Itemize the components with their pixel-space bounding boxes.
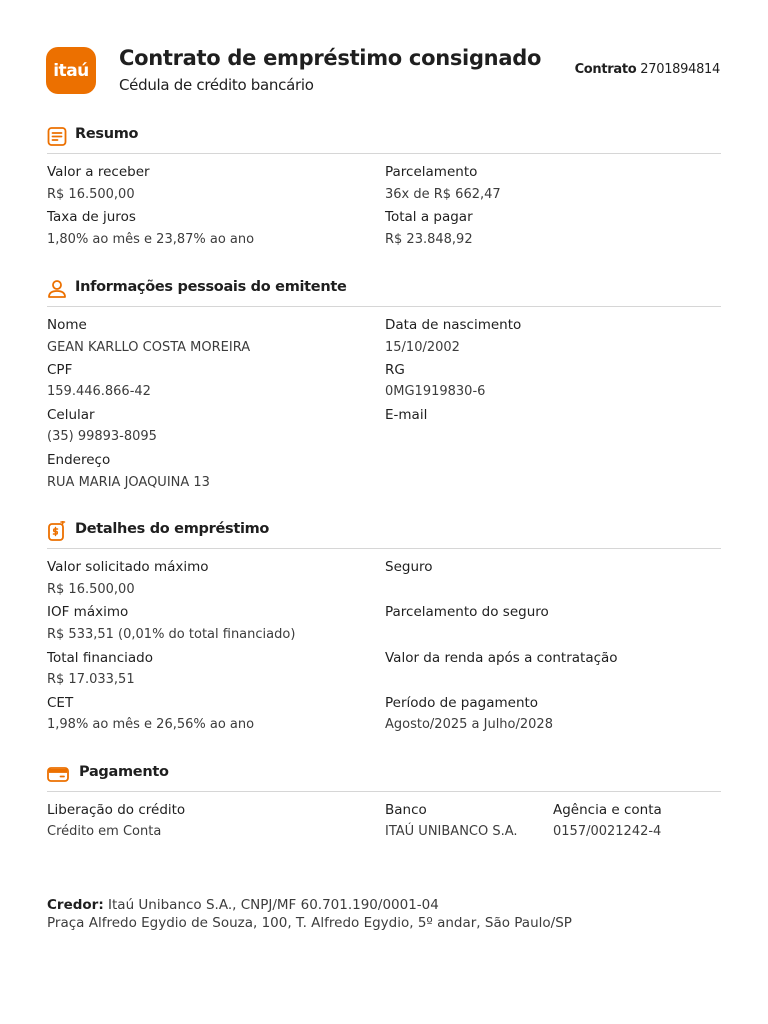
- person-icon: [47, 279, 67, 299]
- valor-max-value: R$ 16.500,00: [47, 582, 135, 597]
- section-title: Pagamento: [79, 764, 169, 780]
- liberacao-label: Liberação do crédito: [47, 802, 186, 818]
- iof-value: R$ 533,51 (0,01% do total financiado): [47, 627, 296, 642]
- endereco-label: Endereço: [47, 452, 111, 468]
- credor-value: Itaú Unibanco S.A., CNPJ/MF 60.701.190/0001-04: [108, 897, 439, 913]
- section-pessoais: [47, 276, 721, 307]
- valor-receber-label: Valor a receber: [47, 164, 150, 180]
- itau-logo: [46, 47, 96, 94]
- rg-label: RG: [385, 362, 405, 378]
- seguro-label: Seguro: [385, 559, 433, 575]
- nascimento-value: 15/10/2002: [385, 340, 460, 355]
- money-document-icon: [47, 521, 67, 541]
- cpf-label: CPF: [47, 362, 73, 378]
- agencia-conta-value: 0157/0021242-4: [553, 824, 662, 839]
- endereco-value: RUA MARIA JOAQUINA 13: [47, 475, 210, 490]
- cpf-value: 159.446.866-42: [47, 384, 151, 399]
- credor-label: Credor:: [47, 897, 104, 913]
- periodo-value: Agosto/2025 a Julho/2028: [385, 717, 553, 732]
- total-financiado-value: R$ 17.033,51: [47, 672, 135, 687]
- agencia-conta-label: Agência e conta: [553, 802, 662, 818]
- section-title: Informações pessoais do emitente: [75, 279, 347, 295]
- valor-receber-value: R$ 16.500,00: [47, 187, 135, 202]
- page-subtitle: Cédula de crédito bancário: [119, 76, 314, 94]
- document-list-icon: [47, 126, 67, 146]
- celular-value: (35) 99893-8095: [47, 429, 157, 444]
- nascimento-label: Data de nascimento: [385, 317, 522, 333]
- taxa-juros-value: 1,80% ao mês e 23,87% ao ano: [47, 232, 255, 247]
- parcelamento-label: Parcelamento: [385, 164, 478, 180]
- periodo-label: Período de pagamento: [385, 695, 539, 711]
- section-resumo: [47, 123, 721, 154]
- wallet-icon: [47, 764, 69, 784]
- parcelamento-seguro-label: Parcelamento do seguro: [385, 604, 549, 620]
- parcelamento-value: 36x de R$ 662,47: [385, 187, 501, 202]
- valor-max-label: Valor solicitado máximo: [47, 559, 209, 575]
- section-detalhes: [47, 518, 721, 549]
- banco-label: Banco: [385, 802, 427, 818]
- total-pagar-value: R$ 23.848,92: [385, 232, 473, 247]
- contract-number: [575, 62, 720, 77]
- section-title: Detalhes do empréstimo: [75, 521, 270, 537]
- email-label: E-mail: [385, 407, 428, 423]
- rg-value: 0MG1919830-6: [385, 384, 486, 399]
- section-title: Resumo: [75, 126, 139, 142]
- nome-value: GEAN KARLLO COSTA MOREIRA: [47, 340, 251, 355]
- celular-label: Celular: [47, 407, 95, 423]
- valor-renda-label: Valor da renda após a contratação: [385, 650, 618, 666]
- banco-value: ITAÚ UNIBANCO S.A.: [385, 824, 518, 839]
- liberacao-value: Crédito em Conta: [47, 824, 162, 839]
- credor-line: [47, 897, 439, 913]
- iof-label: IOF máximo: [47, 604, 129, 620]
- total-financiado-label: Total financiado: [47, 650, 153, 666]
- section-pagamento: [47, 761, 721, 792]
- cet-label: CET: [47, 695, 74, 711]
- contract-value: 2701894814: [640, 62, 720, 77]
- cet-value: 1,98% ao mês e 26,56% ao ano: [47, 717, 255, 732]
- total-pagar-label: Total a pagar: [385, 209, 473, 225]
- nome-label: Nome: [47, 317, 87, 333]
- taxa-juros-label: Taxa de juros: [47, 209, 136, 225]
- page-title: Contrato de empréstimo consignado: [119, 46, 542, 70]
- credor-address: Praça Alfredo Egydio de Souza, 100, T. Alfredo Egydio, 5º andar, São Paulo/SP: [47, 915, 572, 931]
- logo-text: itaú: [53, 60, 89, 81]
- contract-label: Contrato: [574, 62, 637, 77]
